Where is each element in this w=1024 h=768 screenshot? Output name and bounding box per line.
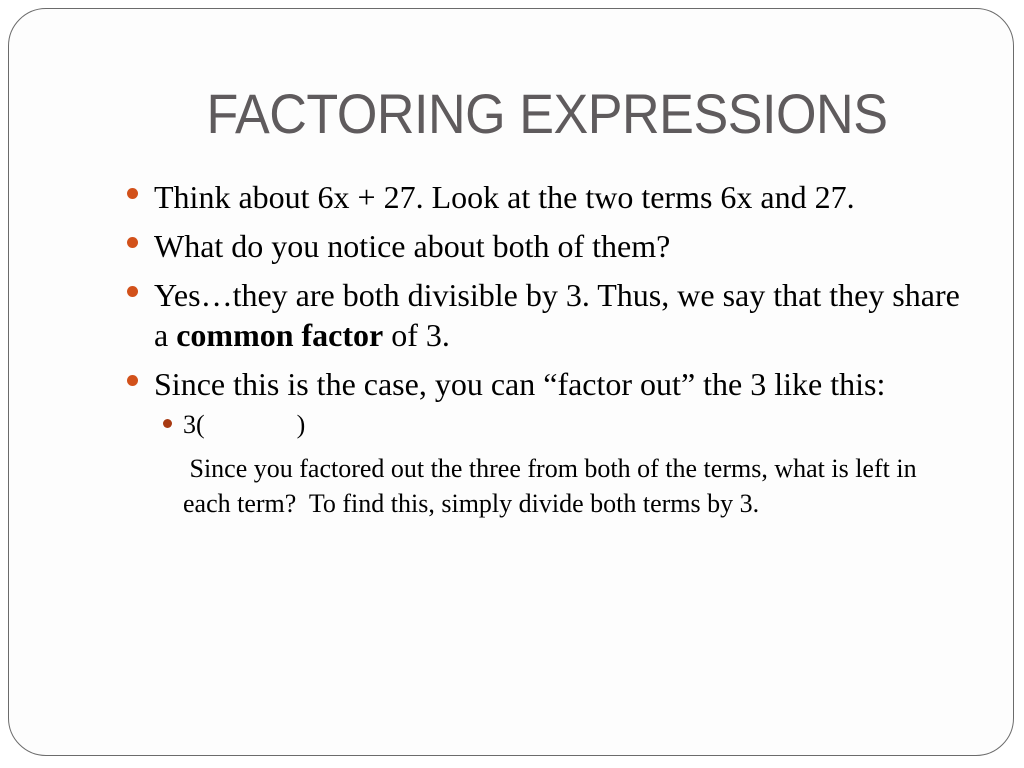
- bullet-item: [127, 364, 967, 404]
- bullet-dot-icon: [127, 188, 138, 199]
- bullet-item: [127, 177, 967, 217]
- bullet-text: Since this is the case, you can “factor out” the 3 like this:: [154, 366, 886, 402]
- bullet-dot-icon: [127, 237, 138, 248]
- slide-frame: [8, 8, 1014, 756]
- bullet-dot-icon: [127, 375, 138, 386]
- bullet-text: Think about 6x + 27. Look at the two terms 6x and 27.: [154, 179, 855, 215]
- sub-bullet-close: ): [296, 410, 306, 439]
- bullet-item: [127, 226, 967, 266]
- bullet-text-start: Yes…they are both divisible by 3. Thus, we say that they share a: [154, 277, 960, 353]
- bullet-list: [127, 177, 967, 521]
- bullet-dot-icon: [127, 286, 138, 297]
- bullet-text: What do you notice about both of them?: [154, 228, 671, 264]
- sub-paragraph: Since you factored out the three from both of the terms, what is left in each term? To find this, simply divide both terms by 3.: [183, 454, 924, 518]
- bullet-item: [127, 275, 967, 355]
- sub-bullet-open: 3(: [183, 410, 205, 439]
- slide-title: FACTORING EXPRESSIONS: [206, 82, 888, 145]
- sub-bullet-item: [127, 409, 967, 441]
- bullet-bold-term: common factor: [176, 317, 384, 353]
- bullet-text-end: of 3.: [383, 317, 450, 353]
- bullet-dot-icon: [163, 419, 172, 428]
